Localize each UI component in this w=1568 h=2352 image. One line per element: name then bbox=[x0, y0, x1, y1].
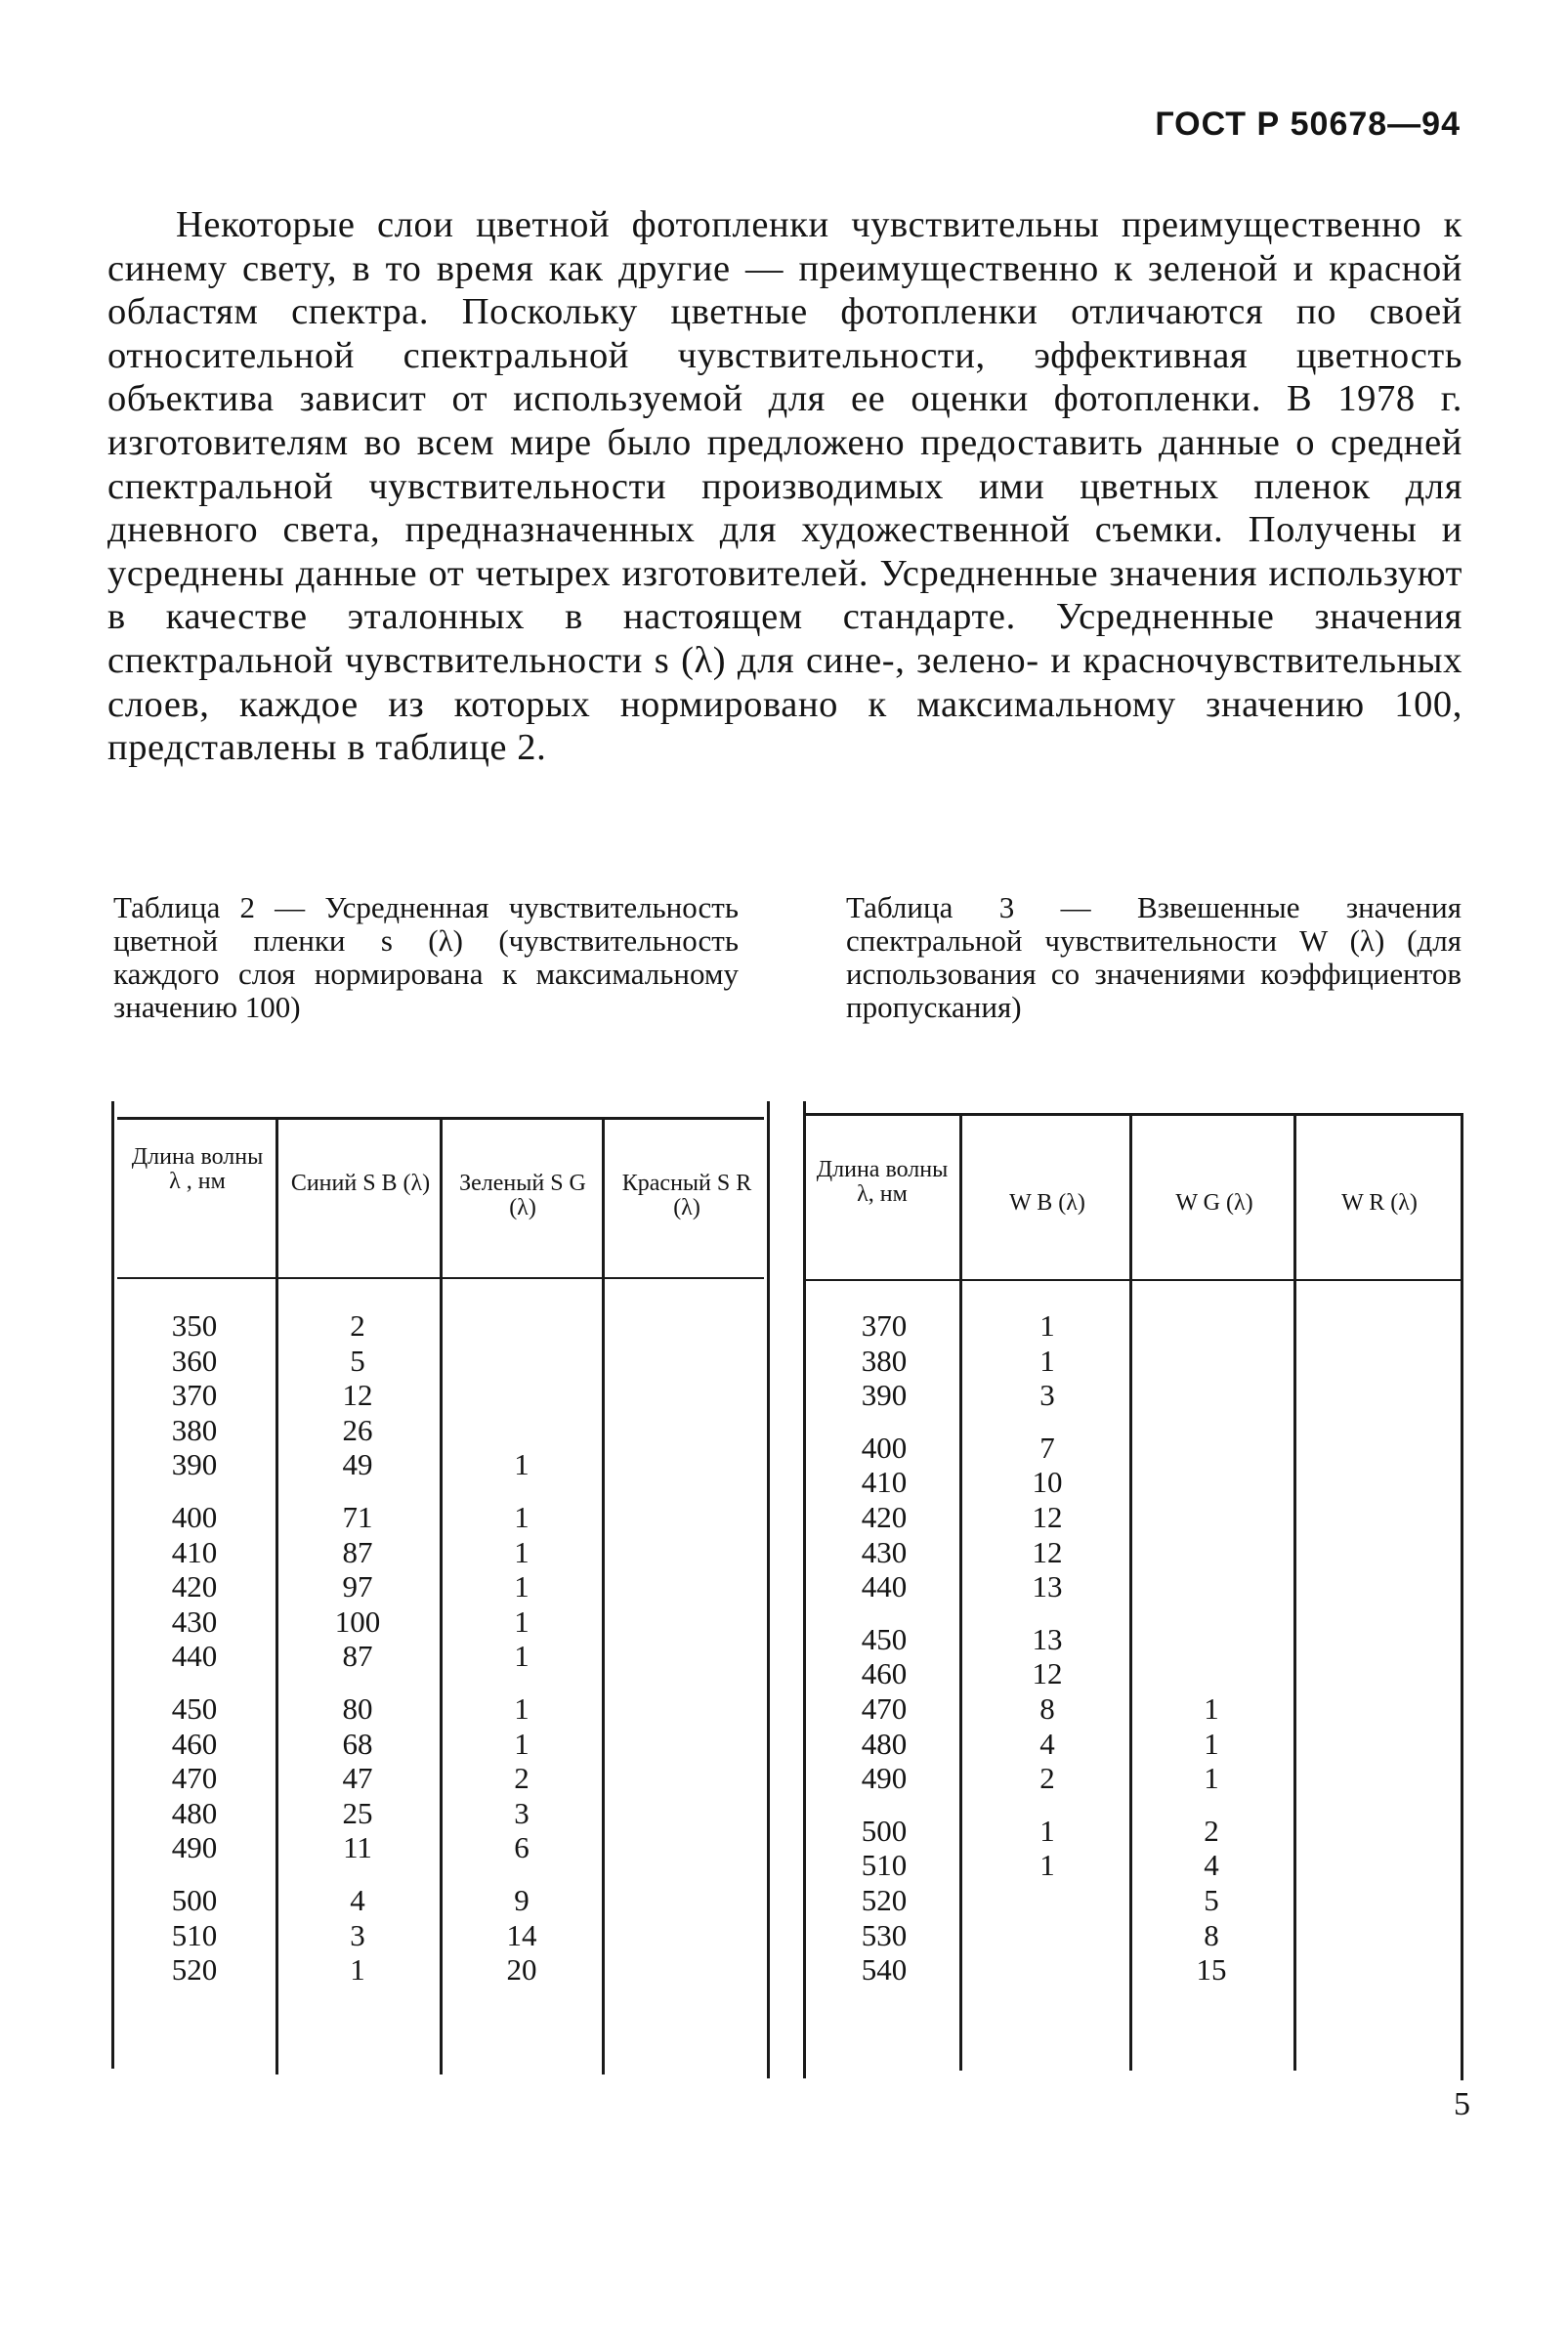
table3 bbox=[803, 1101, 1463, 2078]
table2-cell: 1 bbox=[514, 1569, 530, 1604]
body-paragraph: Некоторые слои цветной фотопленки чувствительны преимущественно к синему свету, в то время как другие — преимущественно к зеленой и красной областям спектра. Поскольку цветные фотопленки отличаются по своей относительной спектральной чувствительности, эффективная цветность объектива зависит от используемой для ее оценки фотопленки. В 1978 г. изготовителям во всем мире было предложено предоставить данные о средней спектральной чувствительности производимых ими цветных пленок для дневного света, предназначенных для художественной съемки. Получены и усреднены данные от четырех изготовителей. Усредненные значения используют в качестве эталонных в настоящем стандарте. Усредненные значения спектральной чувствительности s (λ) для сине-, зелено- и красночувствительных слоев, каждое из которых нормировано к максимальному значению 100, представлены в таблице 2. bbox=[107, 204, 1462, 769]
table2-cell: 450 bbox=[171, 1691, 218, 1726]
table3-cell: 4 bbox=[1204, 1848, 1219, 1883]
table3-cell: 1 bbox=[1039, 1813, 1055, 1848]
table2-cell: 520 bbox=[171, 1952, 218, 1988]
table2-cell: 410 bbox=[171, 1534, 218, 1569]
table2-cell: 430 bbox=[171, 1604, 218, 1639]
table3-cell: 13 bbox=[1032, 1569, 1063, 1604]
table3-cell: 12 bbox=[1032, 1656, 1063, 1691]
table2-cell: 490 bbox=[171, 1830, 218, 1865]
table2-cell: 470 bbox=[171, 1761, 218, 1796]
table3-cell: 540 bbox=[861, 1952, 908, 1988]
table2-cell: 1 bbox=[350, 1952, 365, 1988]
table3-col-divider bbox=[959, 1113, 962, 2071]
table3-cell: 1 bbox=[1204, 1691, 1219, 1726]
table3-cell: 400 bbox=[861, 1430, 908, 1465]
table2-cell: 390 bbox=[171, 1447, 218, 1482]
table3-cell: 8 bbox=[1039, 1691, 1055, 1726]
table3-cell: 5 bbox=[1204, 1883, 1219, 1917]
table2-cell: 380 bbox=[171, 1412, 218, 1447]
table3-cell: 530 bbox=[861, 1917, 908, 1952]
table2-header-blue: Синий S B (λ) bbox=[290, 1171, 431, 1196]
table3-header-blue: W B (λ) bbox=[1009, 1190, 1085, 1216]
table3-cell: 510 bbox=[861, 1848, 908, 1883]
table2-header-wavelength: Длина волны λ , нм bbox=[131, 1144, 264, 1194]
table3-cell: 2 bbox=[1039, 1761, 1055, 1796]
table3-header-wavelength: Длина волны λ, нм bbox=[816, 1157, 949, 1207]
table3-cell: 8 bbox=[1204, 1917, 1219, 1952]
table2-cell: 460 bbox=[171, 1726, 218, 1761]
table3-cell: 4 bbox=[1039, 1726, 1055, 1761]
table3-col-divider bbox=[1129, 1113, 1132, 2071]
table2-cell: 26 bbox=[342, 1412, 373, 1447]
table2-cell: 510 bbox=[171, 1917, 218, 1952]
table3-cell: 480 bbox=[861, 1726, 908, 1761]
table3-header-red: W R (λ) bbox=[1341, 1190, 1418, 1216]
table2-cell: 3 bbox=[514, 1795, 530, 1830]
table2-cell: 1 bbox=[514, 1726, 530, 1761]
table2-cell: 9 bbox=[514, 1883, 530, 1917]
table2-header-green: Зеленый S G (λ) bbox=[459, 1171, 586, 1220]
table2-cell: 5 bbox=[350, 1343, 365, 1378]
table3-cell: 12 bbox=[1032, 1534, 1063, 1569]
table3-cell: 3 bbox=[1039, 1378, 1055, 1413]
table3-cell: 430 bbox=[861, 1534, 908, 1569]
table3-header-green: W G (λ) bbox=[1175, 1190, 1253, 1216]
table3-right-border bbox=[1461, 1113, 1463, 2080]
table2-col-divider bbox=[440, 1117, 443, 2074]
table2-left-border bbox=[111, 1101, 114, 2069]
table2-cell: 25 bbox=[342, 1795, 373, 1830]
table3-cell: 450 bbox=[861, 1621, 908, 1656]
table2-cell: 20 bbox=[506, 1952, 537, 1988]
table2-cell: 97 bbox=[342, 1569, 373, 1604]
table2-cell: 87 bbox=[342, 1639, 373, 1674]
table2-col-divider bbox=[275, 1117, 278, 2074]
table2-cell: 12 bbox=[342, 1378, 373, 1413]
table3-cell: 470 bbox=[861, 1691, 908, 1726]
table2-cell: 500 bbox=[171, 1883, 218, 1917]
table2-cell: 370 bbox=[171, 1378, 218, 1413]
table2-cell: 400 bbox=[171, 1500, 218, 1534]
table2-col-divider bbox=[602, 1117, 605, 2074]
table2-cell: 47 bbox=[342, 1761, 373, 1796]
table2-cell: 100 bbox=[334, 1604, 381, 1639]
table2-cell: 1 bbox=[514, 1534, 530, 1569]
table2-cell: 360 bbox=[171, 1343, 218, 1378]
table2-cell: 71 bbox=[342, 1500, 373, 1534]
table3-cell: 390 bbox=[861, 1378, 908, 1413]
table2-cell: 14 bbox=[506, 1917, 537, 1952]
table3-cell: 500 bbox=[861, 1813, 908, 1848]
table3-cell: 490 bbox=[861, 1761, 908, 1796]
table2-cell: 1 bbox=[514, 1691, 530, 1726]
table2-caption: Таблица 2 — Усредненная чувствительность цветной пленки s (λ) (чувствительность каждого слоя нормирована к максимальному значению 100) bbox=[113, 890, 739, 1024]
table2-cell: 1 bbox=[514, 1639, 530, 1674]
table3-top-rule bbox=[803, 1113, 1463, 1116]
table3-cell: 380 bbox=[861, 1343, 908, 1378]
page-number: 5 bbox=[1454, 2086, 1470, 2122]
table3-cell: 410 bbox=[861, 1465, 908, 1500]
table2-cell: 2 bbox=[514, 1761, 530, 1796]
table2-cell: 440 bbox=[171, 1639, 218, 1674]
table2-cell: 11 bbox=[343, 1830, 372, 1865]
table3-left-border bbox=[803, 1101, 806, 2078]
table3-cell: 13 bbox=[1032, 1621, 1063, 1656]
table3-cell: 1 bbox=[1204, 1726, 1219, 1761]
table3-cell: 1 bbox=[1039, 1343, 1055, 1378]
table2-cell: 1 bbox=[514, 1500, 530, 1534]
table2-cell: 49 bbox=[342, 1447, 373, 1482]
table3-cell: 520 bbox=[861, 1883, 908, 1917]
table3-cell: 10 bbox=[1032, 1465, 1063, 1500]
table3-caption: Таблица 3 — Взвешенные значения спектральной чувствительности W (λ) (для использования со значениями коэффициентов пропускания) bbox=[846, 890, 1462, 1024]
table2-cell: 2 bbox=[350, 1308, 365, 1343]
table3-cell: 12 bbox=[1032, 1500, 1063, 1534]
table3-cell: 460 bbox=[861, 1656, 908, 1691]
table3-cell: 370 bbox=[861, 1308, 908, 1343]
table3-cell: 1 bbox=[1039, 1848, 1055, 1883]
table2 bbox=[111, 1101, 770, 2078]
table2-cell: 1 bbox=[514, 1604, 530, 1639]
table2-cell: 480 bbox=[171, 1795, 218, 1830]
table2-cell: 350 bbox=[171, 1308, 218, 1343]
table3-col-divider bbox=[1293, 1113, 1296, 2071]
table2-cell: 3 bbox=[350, 1917, 365, 1952]
table3-cell: 1 bbox=[1039, 1308, 1055, 1343]
table2-cell: 87 bbox=[342, 1534, 373, 1569]
table3-cell: 1 bbox=[1204, 1761, 1219, 1796]
document-id: ГОСТ Р 50678—94 bbox=[1155, 106, 1461, 143]
table3-cell: 420 bbox=[861, 1500, 908, 1534]
table3-cell: 15 bbox=[1196, 1952, 1227, 1988]
table2-cell: 68 bbox=[342, 1726, 373, 1761]
table2-cell: 4 bbox=[350, 1883, 365, 1917]
table2-right-border bbox=[767, 1101, 770, 2078]
table3-cell: 440 bbox=[861, 1569, 908, 1604]
table3-cell: 7 bbox=[1039, 1430, 1055, 1465]
table2-cell: 80 bbox=[342, 1691, 373, 1726]
table2-cell: 420 bbox=[171, 1569, 218, 1604]
table2-cell: 1 bbox=[514, 1447, 530, 1482]
table2-cell: 6 bbox=[514, 1830, 530, 1865]
table3-cell: 2 bbox=[1204, 1813, 1219, 1848]
table2-header-red: Красный S R (λ) bbox=[621, 1171, 752, 1220]
